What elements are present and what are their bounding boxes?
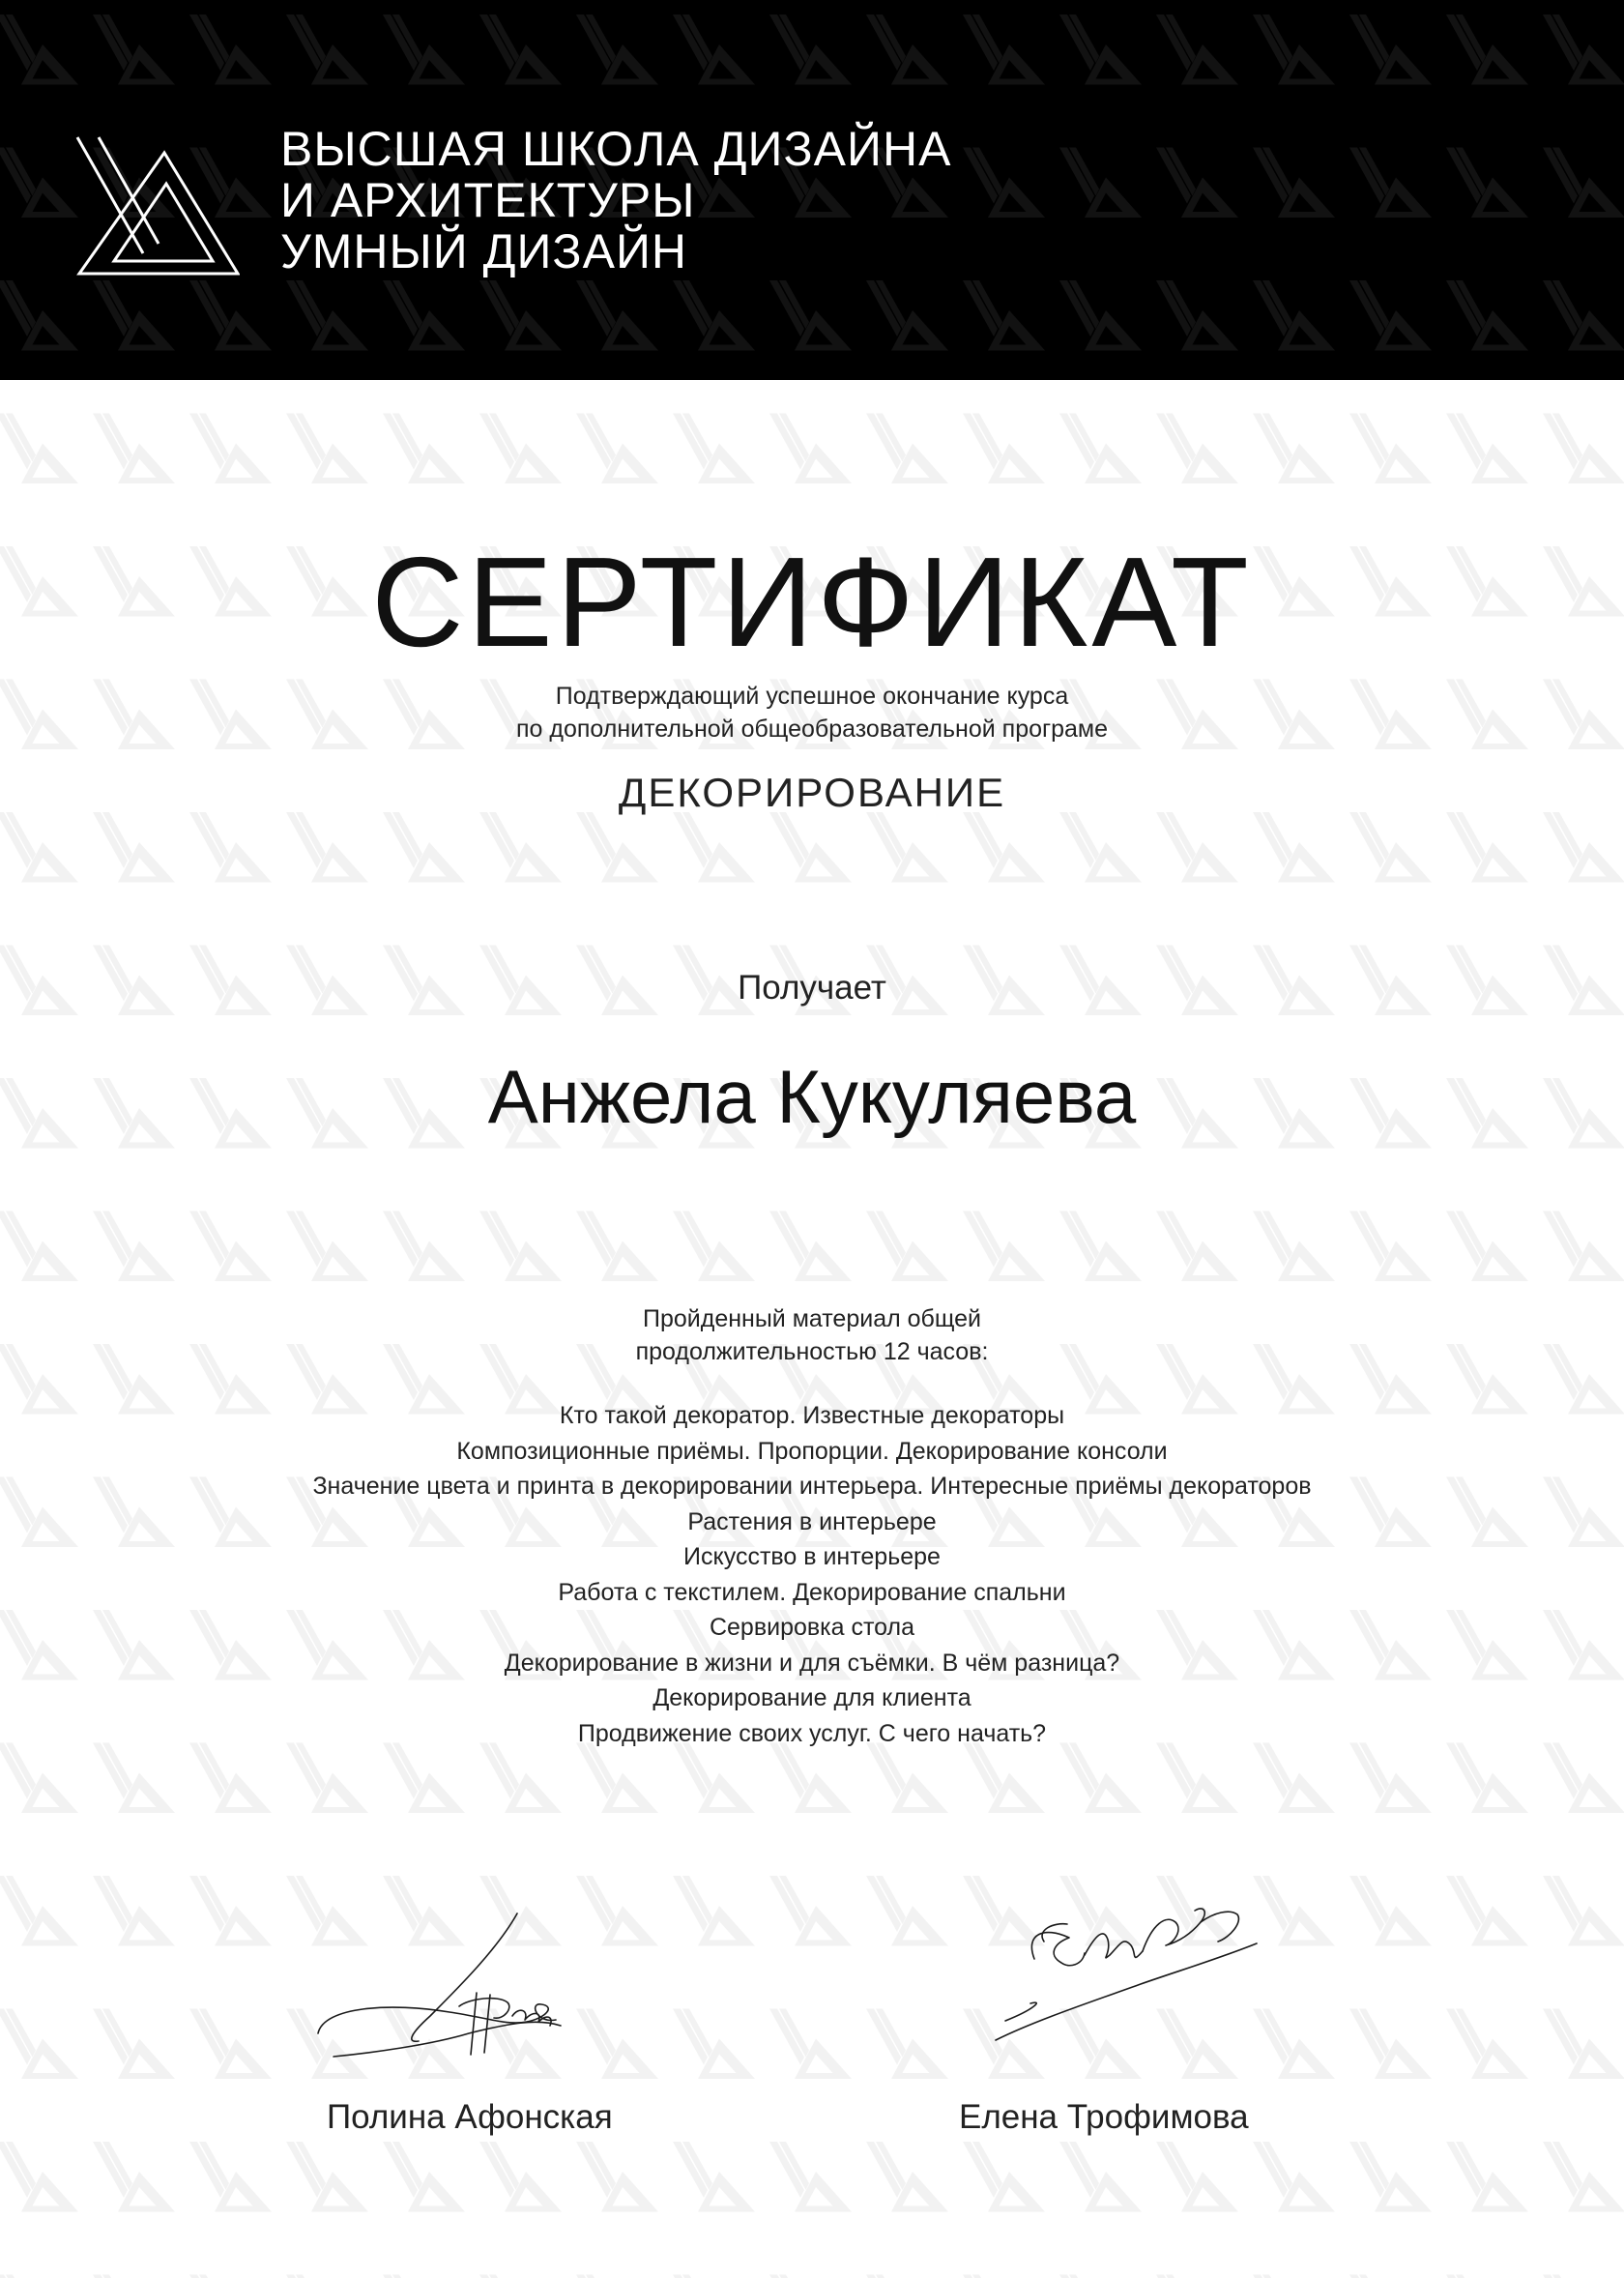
school-name-line: И АРХИТЕКТУРЫ <box>280 173 696 227</box>
school-name-line: ВЫСШАЯ ШКОЛА ДИЗАЙНА <box>280 122 952 176</box>
signature-1 <box>314 1910 614 2064</box>
materials-line: продолжительностью 12 часов: <box>635 1338 989 1365</box>
course-name: ДЕКОРИРОВАНИЕ <box>618 770 1006 815</box>
topic-item: Искусство в интерьере <box>683 1543 941 1570</box>
topic-item: Декорирование в жизни и для съёмки. В чём разница? <box>504 1649 1120 1677</box>
materials-line: Пройденный материал общей <box>642 1305 982 1332</box>
signatory-name-2: Елена Трофимова <box>959 2098 1249 2136</box>
topic-item: Сервировка стола <box>709 1614 915 1641</box>
topic-item: Композиционные приёмы. Пропорции. Декорирование консоли <box>456 1437 1168 1465</box>
signatory-name-1: Полина Афонская <box>327 2098 613 2136</box>
school-name <box>280 124 951 277</box>
school-logo-icon <box>75 135 240 276</box>
topic-item: Декорирование для клиента <box>652 1684 972 1711</box>
topic-item: Работа с текстилем. Декорирование спальни <box>558 1578 1066 1606</box>
subtitle-line: по дополнительной общеобразовательной програме <box>515 716 1109 743</box>
certificate-subtitle <box>0 680 1624 745</box>
school-name-line: УМНЫЙ ДИЗАЙН <box>280 224 688 278</box>
topic-item: Продвижение своих услуг. С чего начать? <box>577 1719 1047 1747</box>
receives-label: Получает <box>738 969 886 1007</box>
topic-item: Растения в интерьере <box>687 1507 937 1535</box>
recipient-name: Анжела Кукуляева <box>487 1054 1137 1139</box>
signature-2 <box>976 1895 1276 2050</box>
materials-summary <box>0 1302 1624 1368</box>
topic-item: Кто такой декоратор. Известные декораторы <box>559 1402 1065 1429</box>
header-banner <box>0 0 1624 380</box>
topic-item: Значение цвета и принта в декорировании интерьера. Интересные приёмы декораторов <box>312 1473 1312 1500</box>
topics-list <box>0 1398 1624 1751</box>
certificate-title: СЕРТИФИКАТ <box>371 531 1253 673</box>
subtitle-line: Подтверждающий успешное окончание курса <box>555 683 1069 710</box>
